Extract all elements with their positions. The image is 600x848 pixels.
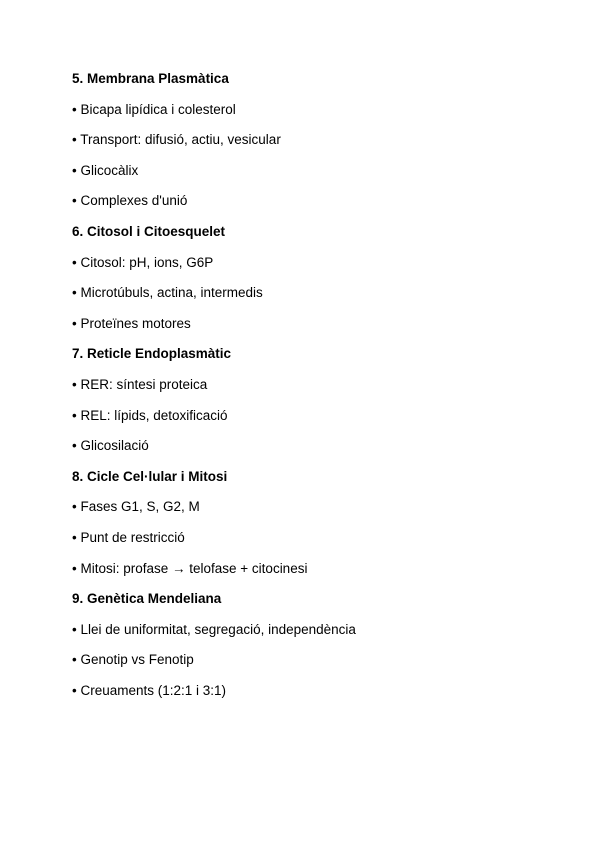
list-item: • Glicocàlix (72, 162, 139, 178)
section-membrana-plasmatica (72, 70, 532, 210)
section-genetica-mendeliana (72, 590, 532, 700)
section-cicle-cellular-mitosi (72, 468, 532, 578)
list-item: • Proteïnes motores (72, 315, 191, 331)
list-item: • Glicosilació (72, 438, 149, 454)
list-item: • Mitosi: profase → telofase + citocinesi (72, 560, 308, 576)
list-item: • Complexes d'unió (72, 193, 188, 209)
section-heading: 6. Citosol i Citoesquelet (72, 223, 226, 239)
section-reticle-endoplasmatic (72, 345, 532, 455)
list-item: • Genotip vs Fenotip (72, 652, 194, 668)
notes-content (72, 70, 532, 712)
list-item: • Citosol: pH, ions, G6P (72, 254, 214, 270)
list-item: • Microtúbuls, actina, intermedis (72, 285, 263, 301)
section-heading: 9. Genètica Mendeliana (72, 591, 222, 607)
list-item: • Bicapa lipídica i colesterol (72, 101, 236, 117)
list-item: • REL: lípids, detoxificació (72, 407, 228, 423)
list-item: • Llei de uniformitat, segregació, independència (72, 621, 356, 637)
list-item: • Punt de restricció (72, 529, 185, 545)
list-item: • Creuaments (1:2:1 i 3:1) (72, 682, 227, 698)
list-item: • Fases G1, S, G2, M (72, 499, 200, 515)
section-heading: 7. Reticle Endoplasmàtic (72, 346, 232, 362)
list-item: • Transport: difusió, actiu, vesicular (72, 132, 281, 148)
section-citosol-citoesquelet (72, 223, 532, 333)
list-item: • RER: síntesi proteica (72, 376, 208, 392)
section-heading: 8. Cicle Cel·lular i Mitosi (72, 468, 228, 484)
section-heading: 5. Membrana Plasmàtica (72, 71, 229, 86)
